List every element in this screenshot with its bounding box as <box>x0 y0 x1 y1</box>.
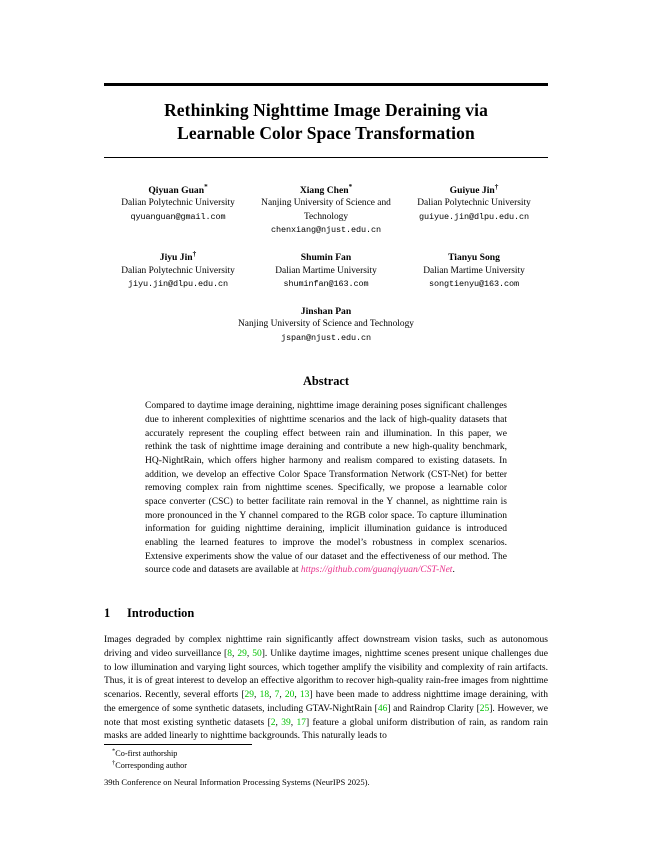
footnote-text: Co-first authorship <box>115 749 178 758</box>
author-affiliation: Dalian Martime University <box>423 265 525 276</box>
author-entry-xiang-chen <box>252 184 400 237</box>
author-affiliation: Nanjing University of Science and Technology <box>238 319 414 330</box>
paragraph-text: ] feature a global uniform distribution of rain, as random rain masks are added linearly to nighttime backgrounds. This naturally leads to <box>104 717 549 742</box>
author-affiliation: Dalian Polytechnic University <box>121 198 235 209</box>
abstract-text-tail: . <box>452 565 455 576</box>
header-rule-thin <box>104 157 548 158</box>
author-name <box>256 251 396 265</box>
paper-title-line-2: Learnable Color Space Transformation <box>177 123 475 144</box>
author-entry-shumin-fan <box>252 251 400 291</box>
author-affiliation: Nanjing University of Science and Technology <box>261 198 391 222</box>
author-name <box>404 251 544 265</box>
author-email: chenxiang@njust.edu.cn <box>270 225 382 236</box>
author-name-text: Tianyu Song <box>448 251 500 263</box>
citation-link[interactable]: 18 <box>259 690 270 701</box>
paper-title-line-1: Rethinking Nighttime Image Deraining via <box>164 100 488 120</box>
author-name <box>256 184 396 198</box>
footnote-text: Corresponding author <box>115 760 187 770</box>
author-row-2 <box>104 251 548 291</box>
abstract-heading: Abstract <box>302 374 350 389</box>
author-marker: * <box>204 182 208 191</box>
paragraph-text: , <box>279 690 285 701</box>
paragraph-text: , <box>231 648 238 659</box>
paragraph-text: Images degraded by complex nighttime rain significantly affect downstream vision tasks, such as autonomous driving and video surveillance [ <box>104 635 548 659</box>
author-affiliation: Dalian Polytechnic University <box>417 198 531 209</box>
paper-content-column <box>104 0 548 744</box>
paragraph-text: ]. However, we note that most existing synthetic datasets [ <box>104 703 548 728</box>
author-affiliation: Dalian Polytechnic University <box>121 265 235 276</box>
author-name <box>108 184 248 198</box>
paper-title-block <box>104 86 548 157</box>
paragraph-text: , <box>254 690 260 701</box>
author-entry-jinshan-pan <box>176 305 476 345</box>
paragraph-text: , <box>269 690 275 701</box>
citation-link[interactable]: 20 <box>284 690 295 701</box>
introduction-paragraph <box>104 634 548 744</box>
citation-link[interactable]: 17 <box>296 717 306 728</box>
author-marker: † <box>494 182 499 191</box>
author-entry-jiyu-jin <box>104 251 252 291</box>
project-url-link[interactable]: https://github.com/guanqiyuan/CST-Net <box>300 565 453 576</box>
author-entry-tianyu-song <box>400 251 548 291</box>
footnote-corresponding-author <box>112 760 542 772</box>
footnote-marker: * <box>112 747 116 755</box>
section-number: 1 <box>104 606 111 621</box>
citation-link[interactable]: 39 <box>281 717 291 728</box>
author-name <box>180 305 472 319</box>
citation-link[interactable]: 2 <box>270 717 276 728</box>
citation-link[interactable]: 13 <box>299 690 310 701</box>
paragraph-text: , <box>294 690 300 701</box>
author-email: shuminfan@163.com <box>283 278 369 289</box>
author-name-text: Qiyuan Guan <box>148 184 205 196</box>
abstract-text: Compared to daytime image deraining, nighttime image deraining poses significant challenges due to inherent complexities of nighttime scenarios and the lack of high-quality datasets that accurately represent the coupling effect between rain and illumination. In this paper, we rethink the task of nighttime image deraining and contribute a new high-quality benchmark, HQ-NightRain, which offers higher harmony and realism compared to existing datasets. In addition, we develop an effective Color Space Transformation Network (CST-Net) for better removing complex rain from nighttime scenes. Specifically, we propose a learnable color space converter (CSC) to better facilitate rain removal in the Y channel, as nighttime rain is more pronounced in the Y channel compared to the RGB color space. To capture illumination information for guiding nighttime deraining, implicit illumination guidance is introduced enabling the learned features to improve the model’s robustness in complex scenarios. Extensive experiments show the value of our dataset and the effectiveness of our method. The source code and datasets are available at <box>145 401 507 576</box>
citation-link[interactable]: 29 <box>237 648 247 659</box>
author-row-1 <box>104 184 548 237</box>
citation-link[interactable]: 7 <box>274 690 280 701</box>
author-email: jiyu.jin@dlpu.edu.cn <box>127 278 229 289</box>
footnote-separator-rule <box>104 744 252 745</box>
citation-link[interactable]: 29 <box>244 690 255 701</box>
author-email: songtienyu@163.com <box>428 278 519 289</box>
abstract-body <box>145 400 507 578</box>
citation-link[interactable]: 50 <box>252 648 262 659</box>
author-marker: * <box>348 182 353 191</box>
paragraph-text: ] and Raindrop Clarity [ <box>387 703 480 714</box>
author-entry-guiyue-jin <box>400 184 548 224</box>
paragraph-text: , <box>275 717 282 728</box>
footnote-co-first-authorship <box>112 748 542 760</box>
section-heading-introduction <box>104 606 548 621</box>
author-name-text: Guiyue Jin <box>449 184 495 196</box>
paragraph-text: ]. Unlike daytime images, nighttime scenes present unique challenges due to low illumination and varying light sources, which together amplify the visibility and complexity of rain artifacts. Thus, it is of great interest to develop an effective algorithm to recover high-quality rain-free images from nighttime scenarios. Recently, several efforts [ <box>104 648 549 701</box>
citation-link[interactable]: 46 <box>377 703 388 714</box>
paragraph-text: , <box>246 648 253 659</box>
footnote-marker: † <box>112 759 116 767</box>
author-affiliation: Dalian Martime University <box>275 265 377 276</box>
author-email: jspan@njust.edu.cn <box>280 332 371 343</box>
author-row-3 <box>104 305 548 345</box>
section-title: Introduction <box>127 606 195 621</box>
paragraph-text: ] have been made to address nighttime image deraining, with the emergence of some synthetic datasets, including GTAV-NightRain [ <box>104 690 549 714</box>
author-email: qyuanguan@gmail.com <box>130 211 226 222</box>
author-block <box>104 184 548 344</box>
citation-link[interactable]: 8 <box>227 648 232 659</box>
author-email: guiyue.jin@dlpu.edu.cn <box>418 211 530 222</box>
author-name <box>404 184 544 198</box>
author-name-text: Shumin Fan <box>300 251 352 263</box>
author-name-text: Jinshan Pan <box>300 305 352 317</box>
citation-link[interactable]: 25 <box>479 703 490 714</box>
footnote-block <box>112 748 542 772</box>
author-name-text: Xiang Chen <box>299 184 349 196</box>
author-entry-qiyuan-guan <box>104 184 252 224</box>
author-marker: † <box>192 249 197 258</box>
paragraph-text: , <box>290 717 297 728</box>
conference-notice: 39th Conference on Neural Information Processing Systems (NeurIPS 2025). <box>104 777 370 787</box>
author-name-text: Jiyu Jin <box>159 251 193 263</box>
author-name <box>108 251 248 265</box>
